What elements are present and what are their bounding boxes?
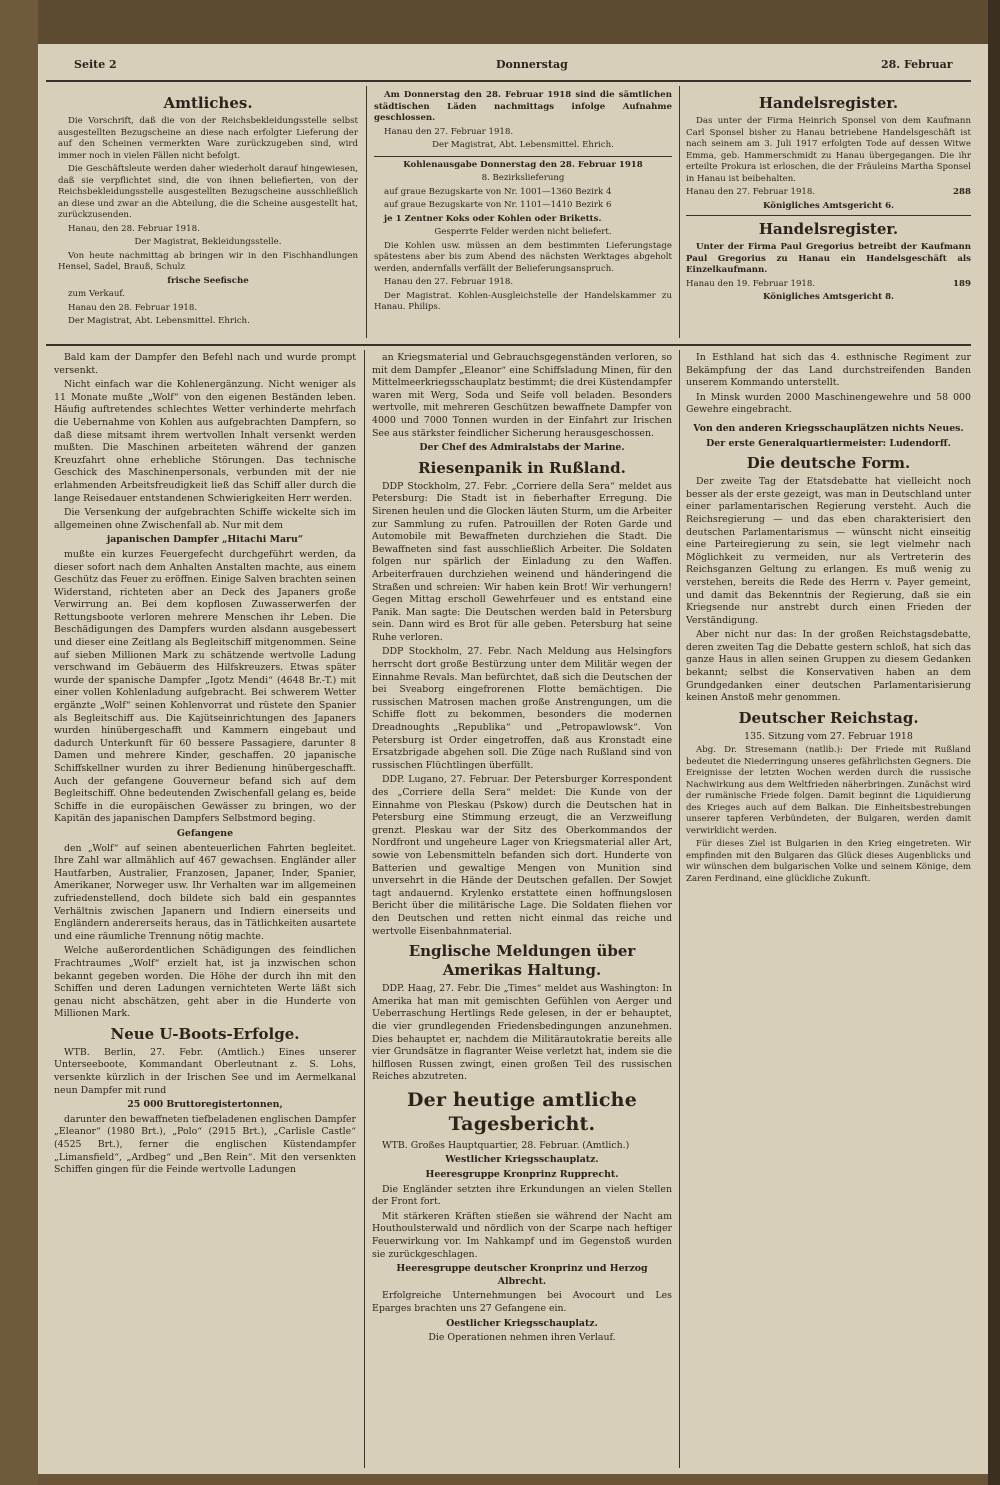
reichstag-text-1: Abg. Dr. Stresemann (natlib.): Der Friede mit Rußland bedeutet die Niederringung unseres gefährlichsten Gegners. Die Ereignisse der letzten Wochen werden durch die russische Nachwirkung aus dem Weltfrieden näherbringen. Zunächst wird der rumänische Friede folgen. Damit beginnt die Liquidierung des Krieges auch auf dem Balkan. Die Einheitsbestrebungen unserer tapferen Verbündeten, der Bulgaren, werden damit verwirklicht werden. xyxy=(686,745,971,836)
amtliches-fresh: frische Seefische xyxy=(167,275,249,286)
uboat-text-2: darunter den bewaffneten tiefbeladenen englischen Dampfer „Eleanor“ (1980 Brt.), „Polo“ (2915 Brt.), „Carlisle Castle“ (4525 Brt.), ferner die englischen Küstendampfer „Limansfield“, „Ardbeg“ und „Ben Rein“. Mit den versenkten Schiffen gingen für die Feinde wertvolle Ladungen xyxy=(54,1113,356,1176)
rupprecht-heading: Heeresgruppe Kronprinz Rupprecht. xyxy=(425,1169,619,1181)
wolf-text-4: mußte ein kurzes Feuergefecht durchgeführt werden, da dieser sofort nach dem Anhalten Anstalten machte, aus einem Geschütz das Feuer zu eröffnen. Einige Salven brachten seinen Widerstand, richteten aber an Deck des Japaners große Verwirrung an. Bei dem kopflosen Zuwasserwerfen der Rettungsboote verloren mehrere Menschen ihr Leben. Die Beschädigungen des Dampfers wurden alsdann ausgebessert und dieser eine Zeitlang als Begleitschiff mitgenommen. Seine auf sieben Millionen Mark zu schätzende wertvolle Ladung verschwand im Gebäuerm des Hilfskreuzers. Etwas später wurde der spanische Dampfer „Igotz Mendi“ (4648 Br.-T.) mit einer vollen Kohlenladung aufgebracht. Bei schwerem Wetter ergänzte „Wolf“ seinen Kohlenvorrat und rüstete den Spanier als Begleitschiff aus. Die Kajütseinrichtungen des Japaners wurden hinübergeschafft und Kammern eingebaut und dadurch Unterkunft für 60 bessere Passagiere, darunter 8 Damen und mehrere Kinder, geschaffen. 20 japanische Schiffskellner wurden zu ihrer Bedienung hinübergeschafft. Auch der gefangene Gouverneur befand sich auf dem Begleitschiff. Ohne bedeutenden Zwischenfall gelang es, beide Schiffe in die europäischen Gewässer zu bringen, wo der Kapitän des japanischen Dampfers Selbstmord beging. xyxy=(54,548,356,825)
tagesbericht-dateline: WTB. Großes Hauptquartier, 28. Februar. (Amtlich.) xyxy=(382,1139,630,1151)
wolf-text-2: Nicht einfach war die Kohlenergänzung. Nicht weniger als 11 Monate mußte „Wolf“ von den eigenen Beständen leben. Häufig auftretendes schlechtes Wetter verhinderte mehrfach die Uebernahme von Kohlen aus aufgebrachten Dampfern, so daß diese mitsamt ihrem wertvollen Inhalt versenkt werden mußten. Die Maschinen arbeiteten während der ganzen Kreuzfahrt ohne erhebliche Störungen. Das technische Geschick des Maschinenpersonals, verbunden mit der nie erlahmenden Arbeitsfreudigkeit ließ das Schiff aller durch die lange Reisedauer entstandenen Schwierigkeiten Herr werden. xyxy=(54,379,356,504)
uboat-title: Neue U-Boots-Erfolge. xyxy=(110,1024,300,1043)
header-rule xyxy=(46,80,971,82)
uboat-cont: an Kriegsmaterial und Gebrauchsgegenständen verloren, so mit dem Dampfer „Eleanor“ eine Schiffsladung Minen, für den Mittelmeerkriegsschauplatz bestimmt; die drei Küstendampfer waren mit Werg, Soda und Seife voll beladen. Besonders wertvolle, mit mehreren Geschützen bewaffnete Dampfer von 4000 und 7000 Tonnen wurden in der Einfahrt zur Irischen See aus stärkster feindlicher Sicherung herausgeschossen. xyxy=(372,352,672,439)
english-text: DDP. Haag, 27. Febr. Die „Times“ meldet aus Washington: In Amerika hat man mit gemischten Gefühlen von Aerger und Ueberraschung Hertlings Rede gelesen, in der er behauptet, die vier grundlegenden Friedensbedingungen anzunehmen. Dies behauptet er, nachdem die Militärautokratie bereits alle vier Grundsätze in flagranter Weise verletzt hat, indem sie die hilflosen Russen zwingt, einen großen Teil des russischen Reiches abzutreten. xyxy=(372,983,672,1083)
wolf-text-1: Bald kam der Dampfer den Befehl nach und wurde prompt versenkt. xyxy=(54,352,356,376)
amtliches-text-2: Die Geschäftsleute werden daher wiederholt darauf hingewiesen, daß sie verpflichtet sind, die von ihnen beliefierten, von der Reichsbekleidungsstelle ausgestellten Bezugscheine ausschließlich an diese und zwar an die Abteilung, die die Scheine ausgestellt hat, zurückzusenden. xyxy=(58,164,358,220)
bericht-text-3: Erfolgreiche Unternehmungen bei Avocourt und Les Eparges brachten uns 27 Gefangene ein. xyxy=(372,1290,672,1314)
handelsregister-title-1: Handelsregister. xyxy=(758,94,899,112)
form-text-2: Aber nicht nur das: In der großen Reichstagsdebatte, deren zweiten Tag die Debatte gestern schloß, hat sich das ganze Haus in allen seinen Gruppen zu diesem Gedanken bekannt; selbst die Konservativen haben an dem Grundgedanken einer deutschen Parlamentarisierung keinen Anstoß mehr genommen. xyxy=(686,629,971,704)
column-divider xyxy=(364,350,365,1468)
handelsregister-text-1: Das unter der Firma Heinrich Sponsel von dem Kaufmann Carl Sponsel bisher zu Hanau betriebene Handelsgeschäft ist nach seinem am 3. Juli 1917 erfolgten Tode auf dessen Witwe Emma, geb. Hammerschmidt zu Hanau übergegangen. Die ihr erteilte Prokura ist erloschen, die der Fräuleins Martha Sponsel in Hanau ist beibehalten. xyxy=(686,116,971,184)
esthland-text: In Esthland hat sich das 4. esthnische Regiment zur Bekämpfung der das Land durchstreifenden Banden unserem Kommando unterstellt. xyxy=(686,352,971,389)
handelsregister-section xyxy=(686,90,971,340)
page-header xyxy=(46,54,971,78)
wolf-text-3: Die Versenkung der aufgebrachten Schiffe wickelte sich im allgemeinen ohne Zwischenfall ab. Nur mit dem xyxy=(54,507,356,531)
west-heading: Westlicher Kriegsschauplatz. xyxy=(445,1154,599,1166)
panic-text-3: DDP. Lugano, 27. Februar. Der Petersburger Korrespondent des „Corriere della Sera“ meldet: Die Kunde von der Einnahme von Pleskau (Pskow) durch die Deutschen hat in Petersburg eine Stimmung erzeugt, die an Verzweiflung grenzt. Pleskau war der Sitz des Oberkommandos der Nordfront und ungeheure Lager von Kriegsmaterial aller Art, sowie von Lebensmitteln befanden sich dort. Hunderte von Batterien und gewaltige Mengen von Munition sind unversehrt in die Hände der Deutschen gefallen. Der Sowjet tagt andauernd. Krylenko erstattete einen hoffnungslosen Bericht über die militärische Lage. Die Soldaten fliehen vor den Deutschen und retten nicht einmal das reiche und wertvolle Eisenbahnmaterial. xyxy=(372,774,672,937)
amtliches-place-2: Hanau den 28. Februar 1918. xyxy=(68,302,198,313)
ludendorff-sign: Der erste Generalquartiermeister: Ludendorff. xyxy=(706,437,951,449)
amtliches-text-1: Die Vorschrift, daß die von der Reichsbekleidungsstelle selbst ausgestellten Bezugscheine an diese nach erfolgter Lieferung der auf den Scheinen vermerkten Ware zurückzugeben sind, wird immer noch in vielen Fällen nicht befolgt. xyxy=(58,116,358,161)
binding-edge xyxy=(0,0,38,1485)
east-heading: Oestlicher Kriegsschauplatz. xyxy=(446,1317,598,1329)
reichstag-text-2: Für dieses Ziel ist Bulgarien in den Krieg eingetreten. Wir empfinden mit den Bulgaren das Glück dieses Augenblicks und wir wünschen dem bulgarischen Volke und seinem Könige, dem Zaren Ferdinand, eine glückliche Zukunft. xyxy=(686,839,971,884)
handelsregister-place-2: Hanau den 19. Februar 1918. 189 xyxy=(686,278,971,289)
kohlen-sign: Der Magistrat. Kohlen-Ausgleichstelle der Handelskammer zu Hanau. Philips. xyxy=(374,290,672,312)
kohlen-line-3: je 1 Zentner Koks oder Kohlen oder Briketts. xyxy=(384,213,602,224)
reichstag-title: Deutscher Reichstag. xyxy=(738,708,919,727)
lebensmittel-text: Am Donnerstag den 28. Februar 1918 sind die sämtlichen städtischen Läden nachmittags infolge Aufnahme geschlossen. xyxy=(374,90,672,123)
kohlen-line-5: Die Kohlen usw. müssen an dem bestimmten Lieferungstage spätestens aber bis zum Abend des nächsten Werktages abgeholt werden, andernfalls verfällt der Belieferungsanspruch. xyxy=(374,240,672,274)
amtliches-text-3: Von heute nachmittag ab bringen wir in den Fischhandlungen Hensel, Sadel, Brauß, Schulz xyxy=(58,250,358,272)
section-rule xyxy=(46,344,971,346)
header-day: Donnerstag xyxy=(496,58,568,71)
top-strip xyxy=(0,0,1000,44)
kohlen-place: Hanau den 27. Februar 1918. xyxy=(384,277,514,287)
header-date: 28. Februar xyxy=(881,58,953,71)
tagesbericht-title: Der heutige amtliche Tagesbericht. xyxy=(407,1088,637,1135)
no-news-line: Von den anderen Kriegsschauplätzen nichts Neues. xyxy=(693,422,964,434)
amtliches-sale: zum Verkauf. xyxy=(68,289,126,299)
handelsregister-box-2 xyxy=(686,215,971,304)
lebensmittel-section xyxy=(374,90,672,340)
lebensmittel-place: Hanau den 27. Februar 1918. xyxy=(384,126,514,137)
panic-text-2: DDP Stockholm, 27. Febr. Nach Meldung aus Helsingfors herrscht dort große Bestürzung unter dem Militär wegen der Einnahme Revals. Man befürchtet, daß sich die Deutschen der bei Sveaborg eingefrorenen Flotte bemächtigen. Die russischen Matrosen machen große Anstrengungen, um die Schiffe flott zu bekommen, besonders die modernen Dreadnoughts „Republika“ und „Petropawlowsk“. Von Petersburg ist Order eingetroffen, daß aus Kronstadt eine Ersatzbrigade abgehen soll. Die Züge nach Rußland sind von russischen Flüchtlingen überfüllt. xyxy=(372,646,672,771)
handelsregister-court-2: Königliches Amtsgericht 8. xyxy=(762,292,895,302)
amtliches-title: Amtliches. xyxy=(163,94,253,112)
amtliches-place: Hanau, den 28. Februar 1918. xyxy=(68,223,200,234)
lebensmittel-sign: Der Magistrat, Abt. Lebensmittel. Ehrich. xyxy=(432,140,614,150)
page-number: Seite 2 xyxy=(74,58,117,71)
handelsregister-text-2: Unter der Firma Paul Gregorius betreibt der Kaufmann Paul Gregorius zu Hanau ein Handelsgeschäft als Einzelkaufmann. xyxy=(686,242,971,275)
right-page-edge xyxy=(988,0,1000,1485)
kohlen-line-2: auf graue Bezugskarte von Nr. 1101—1410 Bezirk 6 xyxy=(384,200,612,210)
amtliches-sign: Der Magistrat, Bekleidungsstelle. xyxy=(134,237,282,247)
uboat-text-1: WTB. Berlin, 27. Febr. (Amtlich.) Eines unserer Unterseeboote, Kommandant Oberleutnant z. S. Lohs, versenkte kürzlich in der Irischen See und im Aermelkanal neun Dampfer mit rund xyxy=(54,1046,356,1096)
bericht-text-4: Die Operationen nehmen ihren Verlauf. xyxy=(428,1332,616,1344)
newspaper-page xyxy=(38,44,988,1474)
form-title: Die deutsche Form. xyxy=(746,454,911,473)
wolf-text-5: den „Wolf“ auf seinen abenteuerlichen Fahrten begleitet. Ihre Zahl war allmählich auf 467 gewachsen. Engländer aller Hautfarben, Australier, Franzosen, Japaner, Inder, Spanier, Amerikaner, Norweger usw. Ihr Verhalten war im allgemeinen zufriedenstellend, doch bildete sich bald ein gespanntes Verhältnis zwischen Japanern und Indiern einerseits und Engländern andererseits heraus, das in Tätlichkeiten ausartete und eine räumliche Trennung nötig machte. xyxy=(54,842,356,942)
amtliches-sign-2: Der Magistrat, Abt. Lebensmittel. Ehrich. xyxy=(68,316,250,326)
amtliches-section xyxy=(58,90,358,340)
group2-heading: Heeresgruppe deutscher Kronprinz und Herzog Albrecht. xyxy=(396,1263,648,1287)
wolf-captives-heading: Gefangene xyxy=(176,827,234,839)
kohlen-line-1: auf graue Bezugskarte von Nr. 1001—1360 Bezirk 4 xyxy=(384,186,612,197)
wolf-text-6: Welche außerordentlichen Schädigungen des feindlichen Frachtraumes „Wolf“ erzielt hat, ist ja inzwischen schon bekannt gegeben worden. Die Höhe der durch ihn mit den Schiffen und deren Ladungen vernichteten Werte läßt sich genau nicht abschätzen, geht aber in die Hunderte von Millionen Mark. xyxy=(54,945,356,1020)
kohlen-bezirk: 8. Bezirkslieferung xyxy=(481,173,565,183)
kohlen-title: Kohlenausgabe Donnerstag den 28. Februar 1918 xyxy=(403,159,643,170)
kohlen-line-4: Gesperrte Felder werden nicht beliefert. xyxy=(434,227,612,237)
column-3-politics xyxy=(686,352,971,1467)
form-text-1: Der zweite Tag der Etatsdebatte hat vielleicht noch besser als der erste gezeigt, was man in Deutschland unter einer parlamentarischen Regierung versteht. Auch die Reichsregierung — und das eben charakterisiert den deutschen Parlamentarismus — wünscht nicht einseitig eine Parteiregierung zu sein, sie legt vielmehr nach Möglichkeit zu vermeiden, nur als Vertreterin des Reichsganzen Geltung zu erlangen. Es muß wenig zu verstehen, bereits die Rede des Herrn v. Payer gemeint, und damit das Bekenntnis der Regierung, daß sie ein Kriegsende nur anstrebt durch einen Frieden der Verständigung. xyxy=(686,476,971,626)
column-divider xyxy=(366,86,367,338)
minsk-text: In Minsk wurden 2000 Maschinengewehre und 58 000 Gewehre eingebracht. xyxy=(686,391,971,416)
admiralstab-sign: Der Chef des Admiralstabs der Marine. xyxy=(419,442,625,454)
bericht-text-2: Mit stärkeren Kräften stießen sie während der Nacht am Houthoulsterwald und nördlich von der Scarpe nach heftiger Feuerwirkung vor. Im Nahkampf und im Gegenstoß wurden sie zurückgeschlagen. xyxy=(372,1210,672,1260)
english-title: Englische Meldungen über Amerikas Haltung. xyxy=(408,942,636,980)
handelsregister-court-1: Königliches Amtsgericht 6. xyxy=(762,200,895,211)
column-1-wolf xyxy=(54,352,356,1467)
kohlen-box xyxy=(374,156,672,314)
bericht-text-1: Die Engländer setzten ihre Erkundungen an vielen Stellen der Front fort. xyxy=(372,1183,672,1208)
column-2-russia xyxy=(372,352,672,1467)
wolf-ship-heading: japanischen Dampfer „Hitachi Maru“ xyxy=(106,534,304,546)
reichstag-session: 135. Sitzung vom 27. Februar 1918 xyxy=(744,730,913,742)
panic-text-1: DDP Stockholm, 27. Febr. „Corriere della Sera“ meldet aus Petersburg: Die Stadt ist in fieberhafter Erregung. Die Sirenen heulen und die Glocken läuten Sturm, um die Arbeiter zur Sammlung zu rufen. Patrouillen der Roten Garde und Automobile mit Bewaffneten durchziehen die Stadt. Die Bewaffneten sind fast ausschließlich Arbeiter. Die Soldaten folgen nur spärlich der Einladung zu den Waffen. Arbeiterfrauen durchziehen weinend und händeringend die Straßen und schreien: Wir haben kein Brot! Wir verhungern! Gegen Mittag erscholl Gewehrfeuer und es entstand eine Panik. Man sagte: Die Deutschen werden bald in Petersburg sein. Dann wird es Brot für alle geben. Petersburg hat seine Ruhe verloren. xyxy=(372,480,672,643)
handelsregister-place-1: Hanau den 27. Februar 1918. 288 xyxy=(686,187,971,197)
panic-title: Riesenpanik in Rußland. xyxy=(418,458,626,477)
column-divider xyxy=(679,86,680,338)
uboat-tons: 25 000 Bruttoregistertonnen, xyxy=(127,1099,283,1111)
handelsregister-title-2: Handelsregister. xyxy=(758,220,899,238)
column-divider xyxy=(679,350,680,1468)
